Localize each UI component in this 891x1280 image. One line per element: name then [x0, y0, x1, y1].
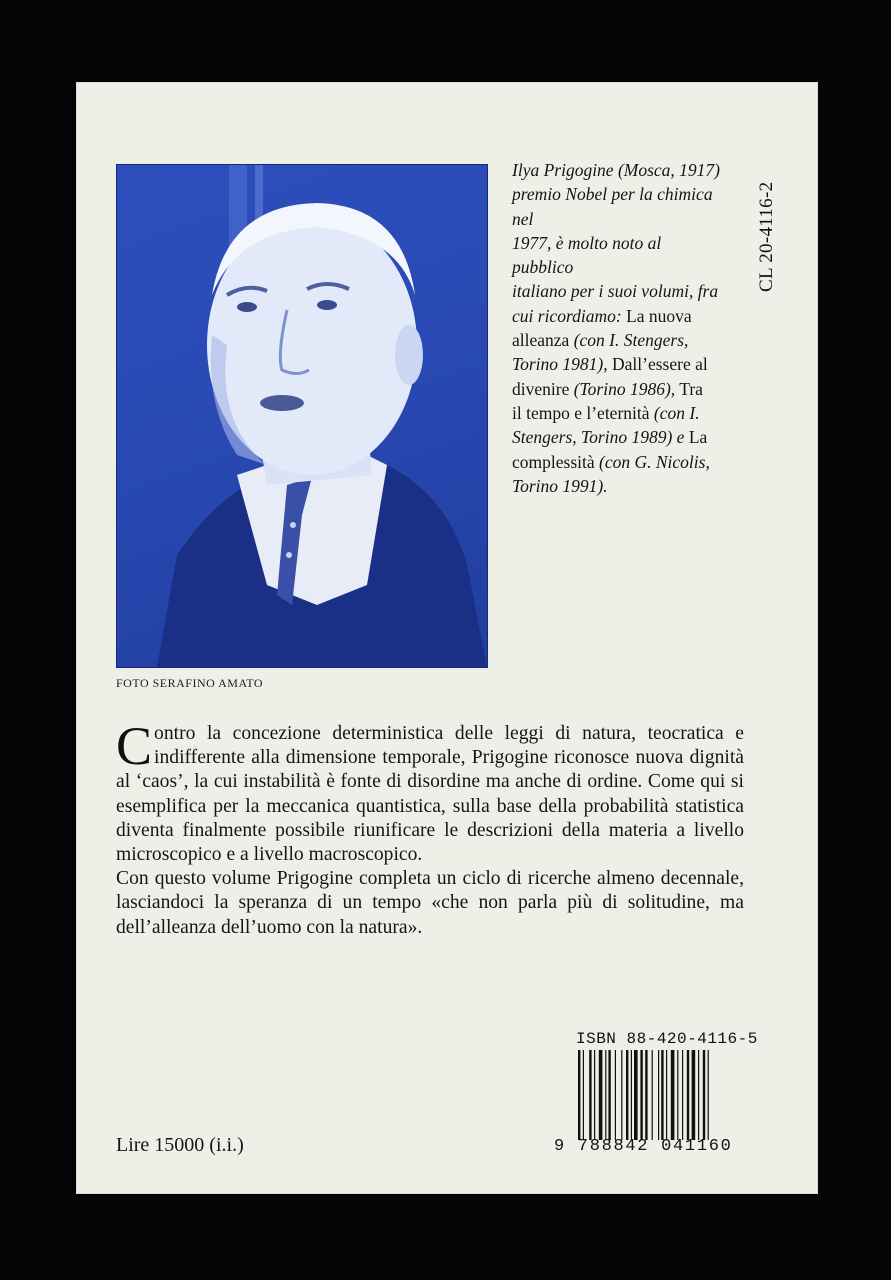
book-note: Torino 1991).	[512, 475, 608, 496]
bio-line: premio Nobel per la chimica nel	[512, 184, 713, 229]
barcode-bar	[631, 1050, 632, 1140]
barcode-bar	[594, 1050, 595, 1140]
book-blurb	[116, 716, 744, 940]
barcode-bar	[589, 1050, 591, 1140]
book-title: Tra	[679, 378, 703, 399]
book-back-cover	[76, 82, 818, 1194]
barcode-bar	[645, 1050, 647, 1140]
bio-line: cui ricordiamo:	[512, 305, 622, 326]
drop-cap: C	[116, 716, 153, 776]
barcode-bar	[658, 1050, 659, 1140]
book-title: complessità	[512, 451, 595, 472]
barcode-bar	[703, 1050, 705, 1140]
bio-line: Ilya Prigogine (Mosca, 1917)	[512, 160, 721, 180]
book-note: Torino 1981),	[512, 354, 608, 375]
author-bio	[512, 158, 722, 498]
barcode-bar	[626, 1050, 628, 1140]
barcode-bar	[652, 1050, 653, 1140]
barcode-bar	[599, 1050, 603, 1140]
bio-line: 1977, è molto noto al pubblico	[512, 232, 662, 278]
barcode-bar	[634, 1050, 638, 1140]
book-title: La nuova	[626, 305, 692, 326]
barcode-bar	[621, 1050, 622, 1140]
barcode-bar	[682, 1050, 683, 1140]
book-note: (con I.	[653, 402, 700, 423]
barcode-bar	[605, 1050, 606, 1140]
portrait-illustration	[117, 165, 487, 667]
author-portrait	[116, 164, 488, 668]
barcode-bar	[671, 1050, 675, 1140]
book-title: il tempo e l’eternità	[512, 402, 650, 423]
barcode-bar	[661, 1050, 663, 1140]
barcode-bar	[708, 1050, 709, 1140]
barcode-digits: 9 788842 041160	[554, 1137, 733, 1156]
blurb-paragraph-1	[116, 716, 744, 867]
book-title: alleanza	[512, 330, 570, 351]
bio-line: italiano per i suoi volumi, fra	[512, 281, 719, 302]
barcode-bar	[677, 1050, 678, 1140]
barcode-bar	[583, 1050, 584, 1140]
book-note: (con I. Stengers,	[573, 330, 689, 351]
blurb-text: ontro la concezione deterministica delle leggi di natura, teocratica e indifferente alla dimensione temporale, Prigogine riconosce nuova dignità al ‘caos’, la cui instabilità è fonte di disordine ma anche di ordine. Come qui si esemplifica per la meccanica quantistica, sulla base della probabilità statistica diventa finalmente possibile riunificare le descrizioni della materia a livello microscopico e a livello macroscopico.	[116, 723, 744, 866]
barcode-bar	[608, 1050, 610, 1140]
isbn-label: ISBN 88-420-4116-5	[576, 1030, 758, 1048]
bio-conjunction: e	[676, 427, 685, 448]
blurb-paragraph-2: Con questo volume Prigogine completa un ciclo di ricerche almeno decennale, lasciandoci la speranza di un tempo «che non parla più di solitudine, ma dell’alleanza dell’uomo con la natura».	[116, 868, 744, 938]
book-note: (con G. Nicolis,	[599, 451, 710, 472]
book-note: (Torino 1986),	[573, 378, 676, 399]
barcode	[576, 1050, 748, 1140]
catalog-code: CL 20-4116-2	[756, 181, 777, 292]
photo-credit: FOTO SERAFINO AMATO	[116, 676, 264, 690]
barcode-bar	[666, 1050, 667, 1140]
barcode-bar	[692, 1050, 696, 1140]
book-note: Stengers, Torino 1989)	[512, 427, 673, 448]
barcode-bar	[615, 1050, 616, 1140]
price-label: Lire 15000 (i.i.)	[116, 1134, 244, 1156]
book-title: divenire	[512, 378, 570, 399]
barcode-bar	[698, 1050, 699, 1140]
barcode-bar	[640, 1050, 642, 1140]
book-title: La	[688, 427, 708, 448]
book-title: Dall’essere al	[612, 354, 708, 375]
barcode-bar	[687, 1050, 689, 1140]
barcode-bar	[578, 1050, 580, 1140]
